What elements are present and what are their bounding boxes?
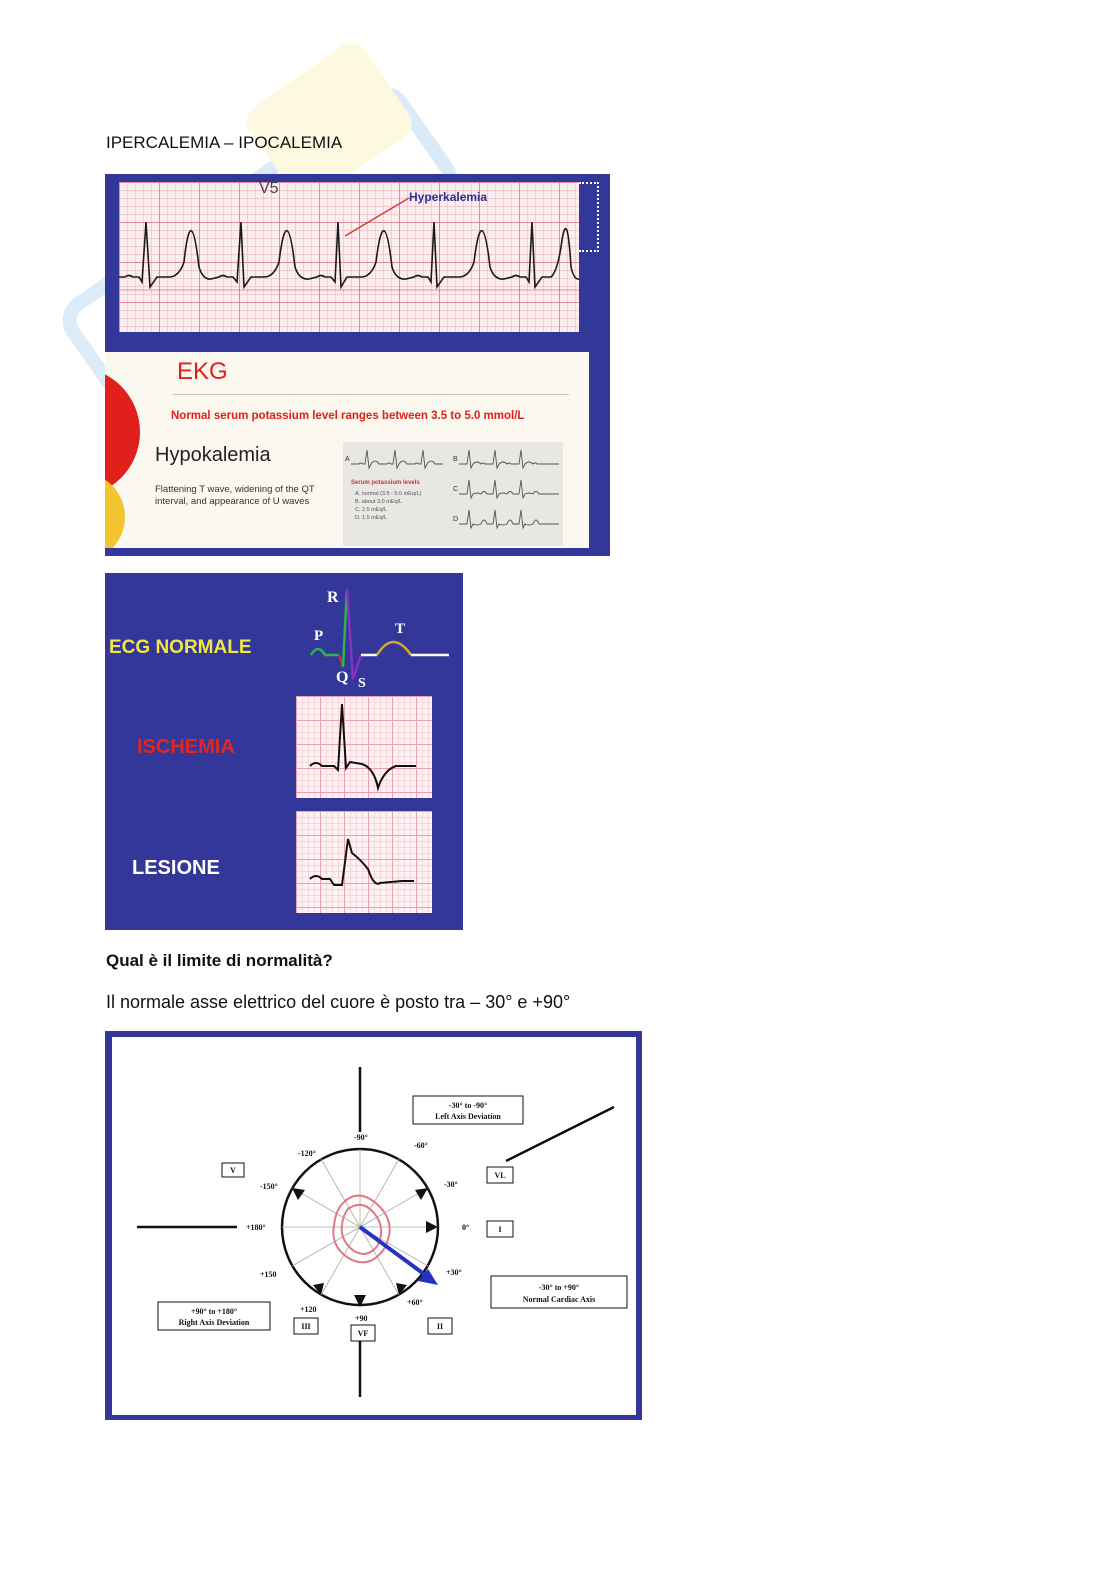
left-axis-caption: Left Axis Deviation — [435, 1112, 501, 1121]
serum-item: B. about 3.0 mEq/L — [355, 499, 403, 505]
ischemia-ecg-panel — [296, 696, 432, 798]
ischemia-trace — [296, 696, 432, 798]
wave-label-p: P — [314, 628, 324, 644]
lead-box-vf: VF — [357, 1329, 369, 1338]
panel-label-c: C — [453, 486, 459, 493]
wave-label-t: T — [395, 621, 406, 637]
axis-diagram — [112, 1037, 636, 1415]
hypokalemia-title: Hypokalemia — [155, 444, 271, 466]
serum-levels-title: Serum potassium levels — [351, 480, 420, 486]
normal-axis-caption: Normal Cardiac Axis — [522, 1295, 596, 1304]
lead-box-iii: III — [301, 1322, 311, 1331]
figure-cardiac-axis — [105, 1031, 642, 1420]
right-axis-caption: Right Axis Deviation — [178, 1318, 250, 1327]
answer-text: Il normale asse elettrico del cuore è posto tra – 30° e +90° — [106, 992, 571, 1012]
angle-label-p30: +30° — [446, 1268, 462, 1277]
angle-label-m90: -90° — [354, 1133, 368, 1142]
serum-item: D. 1.5 mEq/L — [355, 515, 388, 521]
strip-frame-marker — [579, 182, 599, 252]
angle-label-0: 0° — [462, 1223, 470, 1232]
angle-label-m60: -60° — [414, 1141, 428, 1150]
angle-label-m30: -30° — [444, 1180, 458, 1189]
lead-label-v5: V5 — [259, 180, 279, 197]
lesione-trace — [296, 811, 432, 913]
left-axis-range: -30° to -90° — [448, 1101, 488, 1110]
hyperkalemia-label: Hyperkalemia — [409, 190, 488, 204]
figure-potassium-ekg — [105, 174, 610, 556]
angle-label-m150: -150° — [260, 1182, 278, 1191]
serum-item: A. normal (3.5 - 5.0 mEq/L) — [355, 491, 422, 497]
right-axis-range: +90° to +180° — [190, 1307, 238, 1316]
ischemia-label: ISCHEMIA — [137, 736, 235, 758]
angle-label-p60: +60° — [407, 1298, 423, 1307]
angle-label-p180: +180° — [246, 1223, 266, 1232]
normal-axis-range: -30° to +90° — [538, 1283, 580, 1292]
angle-label-p90: +90 — [355, 1314, 368, 1323]
wave-label-s: S — [358, 676, 366, 691]
lesione-label: LESIONE — [132, 857, 220, 879]
serum-item: C. 2.5 mEq/L — [355, 507, 388, 513]
ekg-slide — [105, 352, 589, 548]
panel-label-d: D — [453, 516, 459, 523]
page-heading: IPERCALEMIA – IPOCALEMIA — [106, 133, 343, 152]
ecg-normale-label: ECG NORMALE — [109, 637, 252, 658]
lead-box-ii: II — [436, 1322, 444, 1331]
slide-decoration-swoosh — [105, 352, 155, 548]
lead-box-v: V — [230, 1166, 236, 1175]
lead-box-i: I — [498, 1225, 502, 1234]
angle-label-p150: +150 — [260, 1270, 277, 1279]
serum-levels-list — [355, 490, 421, 522]
hypokalemia-ecg-panel — [343, 442, 563, 546]
figure-ecg-normale — [105, 573, 463, 930]
panel-label-b: B — [453, 456, 458, 463]
hyperkalemia-pointer-line — [335, 196, 425, 241]
axis-diagram-canvas — [112, 1037, 636, 1415]
wave-label-r: R — [327, 589, 339, 606]
normal-range-text: Normal serum potassium level ranges between 3.5 to 5.0 mmol/L — [171, 410, 525, 422]
angle-label-p120: +120 — [300, 1305, 317, 1314]
lesione-ecg-panel — [296, 811, 432, 913]
hypokalemia-description: Flattening T wave, widening of the QT interval, and appearance of U waves — [155, 484, 315, 507]
question-text: Qual è il limite di normalità? — [106, 951, 333, 970]
title-divider — [173, 394, 569, 395]
angle-label-m120: -120° — [298, 1149, 316, 1158]
lead-box-vl: VL — [494, 1171, 506, 1180]
wave-label-q: Q — [336, 669, 349, 686]
panel-label-a: A — [345, 456, 350, 463]
ekg-title: EKG — [177, 358, 228, 385]
